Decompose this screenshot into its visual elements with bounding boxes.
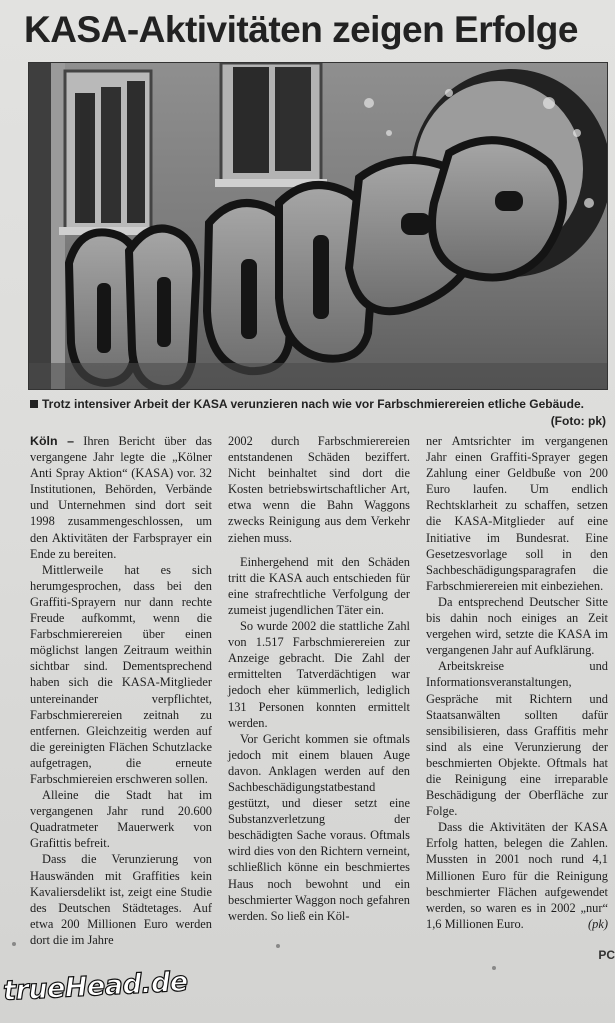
dateline: Köln – — [30, 434, 74, 448]
paragraph: Arbeitskreise und Informationsveranstaltungen, Gespräche mit Richtern und Staatsanwälten sollten dafür sensibilisieren, dass Graffitis mehr sind als eine Verunzierung der beschmierten Objekte. Oftmals hat die Reinigung eine irreparable Beschädigung der Oberfläche zur Folge. — [426, 659, 608, 819]
paragraph-text: Ihren Bericht über das vergangene Jahr legte die „Kölner Anti Spray Aktion“ (KASA) vor. 32 Institutionen, Behörden, Verbände und Unternehmen sind dort seit 1998 zusammengeschlossen, um den Aktivitäten der Farbsprayer ein Ende zu bereiten. — [30, 434, 212, 561]
paragraph: Alleine die Stadt hat im vergangenen Jahr rund 20.600 Quadratmeter Mauerwerk von Grafittis befreit. — [30, 788, 212, 851]
paragraph — [30, 433, 212, 562]
column-2 — [228, 433, 410, 924]
article-body — [0, 433, 615, 993]
margin-mark: PC — [598, 948, 615, 962]
author-initials: (pk) — [588, 916, 608, 931]
paragraph: ner Amtsrichter im vergangenen Jahr einen Graffiti-Sprayer gegen Zahlung einer Geldbuße von 200 Euro laufen. Um endlich Rechtsklarheit zu schaffen, setzen die KASA-Mitglieder auf eine Initiative im Bundesrat. Eine Gesetzesvorlage soll in den Sachbeschädigungsparagrafen die Farbschmierereien mit einbeziehen. — [426, 434, 608, 593]
photo-illustration — [29, 63, 607, 389]
paragraph: So wurde 2002 die stattliche Zahl von 1.517 Farbschmierereien zur Anzeige gebracht. Die Zahl der ermittelten Tatverdächtigen war jedoch eher kümmerlich, lediglich 131 Personen konnten ermittelt werden. — [228, 619, 410, 730]
paragraph: Einhergehend mit den Schäden tritt die KASA auch entschieden für eine strafrechtliche Verfolgung der zumeist jugendlichen Täter ein. — [228, 554, 410, 617]
paragraph: Da entsprechend Deutscher Sitte bis dahin noch einiges an Zeit vergehen wird, setzte die KASA im vergangenen Jahr auf Aufklärung. — [426, 594, 608, 658]
square-bullet-icon — [30, 400, 38, 408]
caption-text: Trotz intensiver Arbeit der KASA verunzieren nach wie vor Farbschmierereien etliche Gebäude. — [42, 397, 584, 411]
photo-caption — [30, 396, 606, 430]
column-1 — [30, 433, 212, 948]
paragraph: Mittlerweile hat es sich herumgesprochen, dass bei den Graffiti-Sprayern nur dann rechte Freude aufkommt, wenn die Farbschmierereien über einen möglichst langen Zeitraum weithin sichtbar sind. Dementsprechend haben sich die KASA-Mitglieder untereinander verpflichtet, Farbschmierereien zeitnah zu entfernen. Gleichzeitig werden auf die gereinigten Flächen Schutzlacke aufgetragen, die erneute Farbschmiereien erschweren sollen. — [30, 562, 212, 786]
graffiti-photo — [28, 62, 608, 390]
paragraph-text: Dass die Aktivitäten der KASA Erfolg hatten, belegen die Zahlen. Mussten in 2001 noch rund 4,1 Millionen Euro für die Reinigung beschmierter Flächen aufgewendet werden, so waren es in 2002 „nur“ 1,6 Millionen Euro. — [426, 820, 608, 931]
photo-credit: (Foto: pk) — [550, 414, 606, 428]
paragraph: Dass die Verunzierung von Hauswänden mit Graffities kein Kavaliersdelikt ist, zeigt eine Studie des Deutschen Städtetages. Auf etwa 200 Millionen Euro werden dort die im Jahre — [30, 852, 212, 947]
paragraph — [426, 819, 608, 932]
headline: KASA-Aktivitäten zeigen Erfolge — [24, 9, 578, 50]
column-3 — [426, 433, 608, 932]
paragraph: Vor Gericht kommen sie oftmals jedoch mit einem blauen Auge davon. Anklagen werden auf den Sachbeschädigungstatbestand gestützt, und dieser setzt eine Substanzverletzung der beschädigten Sache voraus. Oftmals wird dies von den Richtern verneint, schließlich könne ein beschmiertes Haus noch bewohnt und ein beschmierter Waggon noch gefahren werden. So ließ ein Köl- — [228, 731, 410, 923]
watermark: trueHead.de — [2, 966, 189, 1007]
paragraph: 2002 durch Farbschmierereien entstandenen Schäden beziffert. Nicht beinhaltet sind dort die Kosten betriebswirtschaftlicher Art, etwa wenn die Bahn Waggons zwecks Reinigung aus dem Verkehr ziehen muss. — [228, 434, 410, 545]
